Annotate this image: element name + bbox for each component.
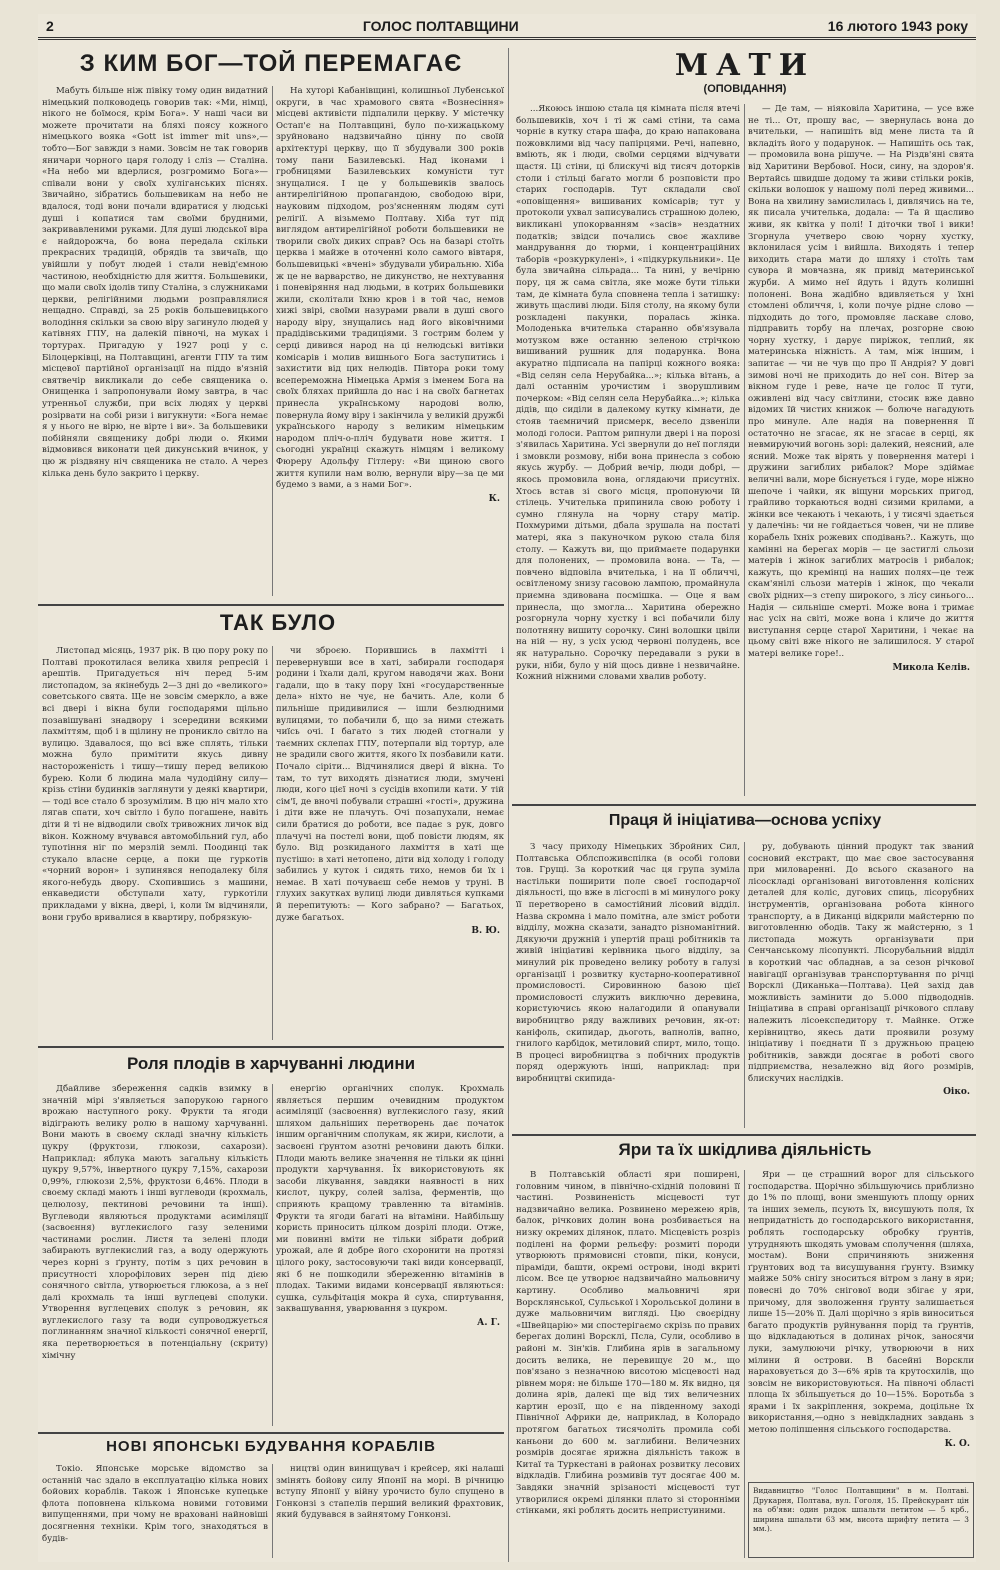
- section-divider: [38, 1432, 504, 1434]
- column-divider: [744, 104, 745, 796]
- article-5-text-2: — Де там, — ніяковіла Харитина, — усе вже не ті... От, прошу вас, — звернулась вона до вчительки, — напишіть від мене листа та й вкладіть його у подарунок. — Напишіть ось так, — промовила вона рішуче. — На Різдв'яні свята від Харитини Вербової. Носи, сину, на здоров'я. Вертайсь швидше додому та живи стільки років, скільки волошок у нашому полі перед живими... Вона на хвилину замислилась і, дивлячись на те, як писала учителька, додала: — Та й щасливо живи, як квітка у полі! І діточки твої і вики! Згорнула учетверо свою чорну хустку, вклонилася усім і вийшла. Виходять і тепер виходить стара мати до шляху і стоїть там сувора й мовчазна, як привід материнської журби. А мимо неї йдуть і йдуть колишні полонені. Вона жадібно вдивляється у їхні стомлені обличчя, і, коли почуе рідне слово — підходить до того, промовляє ласкаве слово, підправить торбу на плечах, розгорне свою чорну хустку, і дарує пиріжок, теплий, як материнська ніжність. А там, між іншим, і запитає — чи не чув що про її Андрія? У довгі зимові ночі не приходить до неї сон. Вітер за вікном гуде і реве, наче це голос її туги, оживлені від часу світлини, стосик вже давно відомих їй чистих книжок — болюче нагадують про минуле. Але надія на повернення її остаточно не згасає, як не згасає в серці, як невмируючий вогонь зорі: далекий, неясний, але ясний. Може так вірять у повернення матері і дружини загиблих рибалок? Море здіймає величні вали, море біснується і гуде, море ніжно шепоче і чайки, як віщуни морських пригод, грайливо торкаються водні сизими крилами, а жінки все чекають і чекають, і у тисячі здається у далечінь: чи не гойдається човен, чи не пливе корабель їхніх рожевих сподівань?.. Кажуть, що камінні на берегах морів — це застиглі сльози матерів і жінок загиблих матросів і рибалок; кажуть, що кремінці на наших полях—це теж скам'янілі сльози матерів і жінок, що чекали своїх рідних—з степу широкого, з лісу синього... Надія — сильніше смерті. Може вона і тримає нас усіх на світі, може вона і кличе до життя виступання серце старої Харитини, і чекає на цьому світі вже нікого не залишилося. У старої матері велике горе!..: [748, 104, 974, 659]
- section-divider: [512, 804, 976, 806]
- imprint-text: Видавництво "Голос Полтавщини" в м. Полтаві. Друкарня, Полтава, вул. Гоголя, 15. Прейскурант цін на об'яви: один рядок шпальти петитом — 5 крб., ширина шпальти 63 мм, висота шрифту петита — 3 мм.).: [753, 1486, 969, 1534]
- article-7-column-1: [516, 1170, 740, 1560]
- article-7-header: [514, 1140, 976, 1166]
- column-divider: [744, 842, 745, 1128]
- article-2-text-1: Листопад місяць, 1937 рік. В цю пору року по Полтаві прокотилася велика хвиля репресій і арештів. Пригадується ніч перед 5-им листопадом, за якінебудь 2—3 дні до «великого» советського свята. Ще не зовсім смеркло, а вже всі двері і вікна були господарями щільно позавішувані знадвору і зсередини всякими лахміттям, щоб і в щілину не проникло світло на вулицю. Здавалося, що всі вже сплять, тільки можна було примітити якусь дивну настороженість і тишу—тишу перед великою бурею. Коли б людина мала чудодійну силу—крізь стіни будинків заглянути у деякі квартири, — тоді все стало б зрозумілим. В цю ніч мало хто лягав спати, хоч світло і було погашене, навіть діти й ті не відводили своїх тривожних личок від вікон. Кожному вчувався автомобільний гул, або тупотіння ніг по мерзлій землі. Поодинці так стукало власне серце, а поки ще гуркотів «чорний ворон» і зупинявся неподалеку біля якого-небудь двору. Схопившись з машини, енкаведисти обступали хату, гуркотіли прикладами у вікна, двері, і, коли їм відчиняли, вони грубо вривалися в квартиру, побрязкую-: [42, 646, 268, 923]
- article-3-column-2: [276, 1084, 504, 1428]
- article-1-signature: К.: [488, 493, 500, 504]
- article-5-subheadline: (ОПОВІДАННЯ): [703, 83, 787, 95]
- article-3-signature: А. Г.: [477, 1317, 500, 1328]
- article-7-column-2: [748, 1170, 974, 1474]
- article-7-text-1: В Полтавській області яри поширені, головним чином, в північно-східній половині її частині. Розвиненість місцевості тут надзвичайно велика. Розвинено мережею ярів, балок, річкових долин вона розбивається на низку окремих ділянок, плато. Місцевість розріз поділені на форми рельєфу: розмиті породи утворюють прямовисні стовпи, піки, конуси, піраміди, башти, окремі острови, іноді вкриті лісом. Все це утворює надзвичайно мальовничу картину. Особливо мальовничі яри Ворсклянської, Сульської і Хорольської долини в дуже мальовничим вигляді. Цю своєрідну «Швейцарію» ми спостерігаємо скрізь по правих берегах долині Ворсклі, Псла, Сули, особливо в районі м. Зін'ків. Глибина ярів в загальному досить велика, не перевищує 20 м., що пов'язано з незначною висотою місцевості над рівнем моря: не більше 170—180 м. Як видно, ця долина ярів, далекі ще від тих величезних картин ерозії, що є на південному заході Північної Африки де, наприклад, в Колорадо протягом багатьох тисячоліть промила собі каньони до 600 м. заглибини. Величезних розмірів досягає ярижна діяльність також в Китаї та Туркестані в районах розвитку лесових відкладів. Глибина розмивів тут досягає 400 м. Завдяки значній зрізаності місцевості тут утворилися окремі ділянки плато зі сторонніми стінками, які роблять досить непристуиними.: [516, 1170, 740, 1517]
- section-divider: [512, 1134, 976, 1136]
- imprint-box: [748, 1482, 974, 1558]
- article-4-header: [38, 1438, 504, 1460]
- article-2-headline: ТАК БУЛО: [219, 610, 337, 635]
- article-6-text-2: ру, добувають цінний продукт так званий сосновий екстракт, що має свое застосування при миловаренні. До всього сказаного на лісоскладі організовані виготовлення колісних деталей для коліс, дугових спиць, лісорубних інструментів, організована робота кінного транспорту, а в Диканці відкрили майстерню по виготовленню ободів. Таку ж майстерню, з 1 листопада можуть організувати при Сенчанському лісопункті. Лісорубальний відділ в короткий час обладнав, а за сезон річкової навігації організував транспортування по річці Ворсклі (Диканька—Полтава). Цей захід дав можливість замінити до 5.000 підвододнів. Ініціатива в справі організації річкового сплаву належить лісоекспедитору т. Майнке. Отже керівництво, якесь дати проявили розуму ініціативу і поєднати її з дружньою працею робітників, завжди досягає в роботі свого підприємства, незалежно від його розмірів, блискучих наслідків.: [748, 842, 974, 1084]
- article-2-column-1: [42, 646, 268, 1042]
- article-6-column-2: [748, 842, 974, 1130]
- article-1-header: [38, 50, 504, 82]
- article-1-text-1: Мабуть більше ніж півіку тому один видатний німецький полководець говорив так: «Ми, німці, нікого не боїмося, крім Бога». У наші часи ви можете прочитати на бляхі поясу кожного німецького вояка «Gott ist immer mit uns»,—тобто—Бог завжди з нами. Зовсім не так говорив яничари чорного царя голоду і сліз — Сталіна. «На небо ми вдерлися, розгромимо Бога»—співали вони у своїх хуліганських піснях. Звичайно, зібратись большевикам на небо не вдалося, тоді вони почали вдиратися у людські душі і копатися там своїми брудними, закривавленими руками. Для душі людської віра є найдорожча, бо вона передала скільки прекрасних традицій, обрядів та звичаїв, що увійшли у побут людей і стали невід'ємною частиною, необхідністю для життя. Большевики, що мали своїх ідолів типу Сталіна, з служниками церкви, релігійними людьми розправлялися нещадно. Справді, за 25 років большевицького володіння скільки за свою віру загинуло людей у катівнях ГПУ, на далекій півночі, на муках і тортурах. Пригадую у 1927 році у с. Білоцерківці, на Полтавщині, агенти ГПУ та тим місцевої партійної організації на піддо в'язній святвечір викликали до себе священика о. Онищенка і запропонували йому завтра, в час утренньої служби, при всіх людях у церкві розірвати на собі ризи і вигукнути: «Бога немає я у нього не вірю, не вірте і ви». За большевики побійняли священику добрі люди о. Якими відмовився виконати цей дикунський вчинок, у цю ж різдвяну ніч священика не стало. А через кілька день було закрито і церкву.: [42, 86, 268, 479]
- newspaper-title: ГОЛОС ПОЛТАВЩИНИ: [362, 17, 519, 34]
- article-5-column-1: [516, 104, 740, 798]
- column-divider: [272, 1464, 273, 1558]
- article-4-text-2: ництві один винищувач і крейсер, які налаші змінять бойову силу Японії на морі. В річницю вступу Японії у війну урочисто було спущено в Гонконзі з стапелів перший великий фрахтовик, який будувався в зайнятому Гонконзі.: [276, 1464, 504, 1521]
- article-6-signature: Оіко.: [943, 1087, 970, 1098]
- column-divider: [272, 1084, 273, 1426]
- article-4-column-2: [276, 1464, 504, 1560]
- newspaper-page: [38, 14, 976, 1562]
- article-1-headline: З КИМ БОГ—ТОЙ ПЕРЕМАГАЄ: [79, 50, 463, 77]
- article-6-column-1: [516, 842, 740, 1130]
- article-5-column-2: [748, 104, 974, 798]
- column-divider: [272, 646, 273, 1040]
- article-5-signature: Микола Келів.: [892, 662, 970, 673]
- masthead: [38, 14, 976, 40]
- article-1-column-2: [276, 86, 504, 598]
- page-number: 2: [46, 17, 54, 34]
- article-7-signature: К. О.: [944, 1438, 970, 1449]
- column-divider: [508, 48, 509, 1562]
- article-3-text-1: Дбайливе збереження садків взимку в значній мірі з'являється запорукою гарного врожаю наступного року. Фрукти та ягоди відіграють велику ролю в нашому харчуванні. Вони мають в своєму складі значну кількість цукру (фруктози, глюкози, сахарози). Наприклад: яблука мають загальну кількість цукру 9,57%, інвертного цукру 7,15%, сахарози 0,99%, глюкози 2,5%, фруктози 6,46%. Плоди в своєму складі мають і інші вуглеводи (крохмаль, целюлозу, пектинові речовини та інші). Вуглеводи являються продуктами асиміляції (засвоєння) вуглекислого газу зеленими частинами рослин. Листя та зелені плоди забирають вуглекислий газ, а воду одержують через корні з ґрунту, потім з цих речовин в присутності хлорофілових зерен під дією сонячного світла, утворюється глюкоза, а з неї далі крохмаль та інші вуглецеві сполуки. Утворення вуглецевих сполук з речовин, як вуглекислого газу та води супроводжується поглинанням значної кількості сонячної енергії, яка перетворюється в потенціальну (скриту) хімічну: [42, 1084, 268, 1361]
- article-7-headline: Яри та їх шкідлива діяльність: [618, 1140, 872, 1159]
- article-3-header: [38, 1054, 504, 1080]
- article-6-header: [514, 812, 976, 838]
- article-3-column-1: [42, 1084, 268, 1428]
- article-2-signature: В. Ю.: [471, 926, 500, 937]
- article-3-text-2: енергію органічних сполук. Крохмаль являється першим очевидним продуктом асиміляції (засвоєння) вуглекислого газу, який шляхом дальніших перетворень дає початок іншим органічним сполукам, як жири, кислоти, а засвоєні ґрунтом азотні речовини дають білки. Плоди мають велике значення не тільки як цінні продукти харчування. Їх використовують як засоби лікування, завдяки наявності в них кислот, цукру, солей заліза, ферментів, що сприяють кращому травленню та вітамінів. Фрукти та ягоди багаті на вітаміни. Найбільшу користь приносить цілком дозрілі плоди. Отже, ми повинні вміти не тільки зібрати добрий урожай, але й добре його схоронити на протязі цілого року, застосовуючи такі види консервації, які б не пошкодили збереженню вітамінів в плодах. Такими видами консервації являються: сушка, сульфітація мокра й суха, спиртування, заквашування, уварювання з цукром.: [276, 1084, 504, 1315]
- article-7-text-2: Яри — це страшний ворог для сільського господарства. Щорічно збільшуючись приблизно до 1% по площі, вони зменшують площу орних та інших земель, псують їх, висушують поля, їх непридатність до господарського використання, роблять господарську обробку ґрунтів, утрудняють шкодять умовам сполучення (шляха, мостам). Вони спричиняють зниження ґрунтових вод та висушування ґрунту. Взимку майже 50% снігу зноситься вітром з лану в яри; повесні до 70% снігової води збігає у яри, причому, для зволоження ґрунту залишається лише 15—20% її. Далі щорічно з ярів виноситься багато продуктів руйнування порід та ґрунтів, що відкладаються в долинах річок, заносячи луки, замулюючи річку, утворюючи в них мілини й острови. В басейні Ворскли нараховується до 3—6% ярів та крутосхилів, що зовсім не використовуються. На півночі області площа їх збільшується до 10—15%. Боротьба з ярами і їх закріплення, зокрема, доцільне їх використання,—одно з невідкладних завдань з метою поліпшення сільського господарства.: [748, 1170, 974, 1436]
- article-6-text-1: З часу приходу Німецьких Збройних Сил, Полтавська Облспоживспілка (в особі голови тов. Грущі. За короткий час ця група зуміла настільки поширити поле своєї господарчої діяльності, що вже в лісгоспі в мі минулого року її перетворено в самостійний лісовий відділ. Назва скромна і мало помітна, але зміст роботи відділу, можна сказати, занадто різноманітний. Дякуючи дружній і упертій праці робітників та живій ініціативі керівника цього відділу, за минулий рік проведено велику роботу в галузі організації і розвитку кустарно-кооперативної промисловості. Сировинною базою цієї промисловості служить виключно деревина, користуючись якою налагодили й опанували виробництво ряду важливих речовин, як-от: каніфоль, скипидар, дьоготь, вапнолів, вапно, гнилого карбідок, метиловий спирт, мило, тощо. В процесі виробництва з побічних продуктів поряд одержують інші, наприклад: при виробництві скипида-: [516, 842, 740, 1084]
- article-2-text-2: чи зброєю. Порившись в лахмітті і перевернувши все в хаті, забирали господаря родини і їхали далі, кругом наводячи жах. Вони гадали, що в таку пору їхні «государственные дела» ніхто не чує, не бачить. Але, коли б пильніше придивилися — ішли безлюдними вулицями, то побачили б, що за ними стежать чиїсь очі. І багато з тих людей стогнали у таємних склепах ГПУ, потерпали від тортур, але не зрадили свого життя, якого їх позбавили кати. Почало сіріти... Відчинялися двері й вікна. То там, то тут виходять дізнатися люди, змучені люди, кого цієї ночі з сусідів вхопили кати. У тій сім'ї, де вночі побували страшні «гості», дружина і діти вже не плачуть. Очі позапухали, немає сили братися до роботи, все падає з рук, довго плачучі на постелі вони, щоб повісти людям, як було. Від розкиданого лахміття в хаті ще пустішо: в хаті нетопено, діти від холоду і голоду забились у куток і сидять тихо, немов би їх і немає. В хаті почуваєш себе немов у труні. В глухих закутках вулиці люди дивляться купками й перепитують: — Кого забрано? — Багатьох, дуже багатьох.: [276, 646, 504, 923]
- article-3-headline: Роля плодів в харчуванні людини: [126, 1054, 416, 1073]
- article-1-text-2: На хуторі Кабанівщині, колишньої Лубенської округи, в час храмового свята «Вознесіння» місцеві активісти підпалили церкву. У містечку Остап'є на Полтавщині, було по-хижацькому зруйновано надзвичайно цінну по своїй архітектурі церкву, що її збудували 300 років тому пани Базилевські. Над іконами і гробницями Базилевських комуністи тут знущалися. І це у большевиків звалось антирелігійною пропагандою, свободою віри, науковим підходом, роз'ясненням людям суті релігії. А візьмемо Полтаву. Хіба тут під виглядом антирелігійної роботи большевики не творили своїх диких справ? Ось на базарі стоїть церква і майже в оточенні коло самого вівтаря, большевицькі «вчені» збудували убиральню. Хіба ж це не варварство, не дикунство, не нехтування і поневіряння над людьми, в котрих большевики жили, сколітали їхню кров і в той час, немов хижі звірі, своїми назурами рвали в душі свого народу віру, знущались над його віковічними прадідівськими традиціями. З гострим болем у серці дивився народ на ці нелюдські витівки комісарів і молив вишнього Бога заступитись і захистити від цих нелюдів. Півтора роки тому всепереможна Німецька Армія з іменем Бога на своїх бляхах прийшла до нас і на своїх багнетах принесла українському народові волю, повернула йому віру і закінчила у великій дружбі українського народу з великим німецьким народом пліч-о-пліч будувати нове життя. І сьогодні українці скажуть німцям і великому Фюреру Адольфу Гітлеру: «Ви щиною свого життя купили нам волю, вернули віру—за це ми будемо з вами, а з нами Бог».: [276, 86, 504, 491]
- article-5-text-1: ...Якоюсь іншою стала ця кімната після втечі большевиків, хоч і ті ж самі стіни, та сама чорніє в кутку стара шафа, до краю напакована пожовклими від часу папірцями. Речі, напевно, вміють, як і люди, своїми серцями відчувати щастя. Ці стіни, ці блискучі від тисяч доторків столи і стільці багато могли б розповісти про старих господарів. Тут складали свої «оповіщення» вишиваних комісарів; тут у протоколи ухвал записувались страшною долею, викликані упокорванням «засів» нездатних податків; звідси почались своє жахливе мандрування до тюрми, і концентраційних таборів «розкуркулені», і «підкуркульники». Це була звичайна сільрада... Та нині, у вечірню пору, ця ж сама світла, яке може бути тільки там, де кімната була сповнена тепла і затишку: живуть щасливі люди. Біля столу, на якому були розкладені пакунки, поралась жінка. Молоденька вчителька старанно обв'язувала мотузком вже останню зеленою стрічкою вишиваний рушник для подарунка. Вона акуратно підписала на папірці кожного вояка: «Від селян села Нерубайка...»; кілька вітань, а далі останнім урочистим і зворушливим почерком: «Від селян села Нерубайка...»; кілька дідів, що сиділи в далекому кутку кімнати, де стояв таємничий присмерк, весело дзвеніли молоді голоси. Раптом рипнули двері і на порозі з'явилась Харитина. Усі звернули до неї погляди і змовкли розмову, ніби вона принесла з собою якусь журбу. — Добрий вечір, люди добрі, — якось промовила вона, оглядаючи присутніх. Хтось встав зі свого місця, пропонуючи їй стілець. Учителька припинила свою роботу і сумно глянула на чорну стару матір. Похмурими дітьми, дбала зрушала на постаті матері, яка з пакуночком рукою стала біля столу. — Кажуть ви, що приймаєте подарунки для полонених, — промовила вона. — Та, — повчено відповіла вчителька, і на її обличчі, освітленому знизу гасовою лампою, промайнула приємна здивована посмішка. — Оце я вам принесла, що змогла... Харитина обережно розгорнула чорну хустку і всі побачили білу полотняну вишиту сорочку. Сині волошки цвіли на ній — ну, з усіх усюд червоні полудень, все як натурально. Сорочку передавали з руки в руки, ніби, було у ній щось дивне і незвичайне. Кожний ніжними словами хвалив роботу.: [516, 104, 740, 683]
- section-divider: [38, 604, 504, 606]
- article-6-headline: Праця й ініціатива—основа успіху: [608, 812, 882, 829]
- article-4-headline: НОВІ ЯПОНСЬКІ БУДУВАННЯ КОРАБЛІВ: [106, 1438, 436, 1455]
- article-4-column-1: [42, 1464, 268, 1560]
- article-5-header: [514, 48, 976, 100]
- issue-date: 16 лютого 1943 року: [827, 17, 968, 34]
- column-divider: [272, 86, 273, 596]
- article-2-header: [208, 610, 348, 642]
- article-2-column-2: [276, 646, 504, 1042]
- article-4-text-1: Токіо. Японське морське відомство за останній час здало в експлуатацію кілька нових бойових кораблів. Також і Японське купецьке флота поповнена кількома новими готовими випущеннями, при чому не враховані найновіші досягнення техніки. Крім того, знаходяться в будів-: [42, 1464, 268, 1544]
- article-5-headline: МАТИ: [674, 48, 816, 83]
- article-1-column-1: [42, 86, 268, 598]
- column-divider: [744, 1170, 745, 1558]
- section-divider: [38, 1046, 504, 1048]
